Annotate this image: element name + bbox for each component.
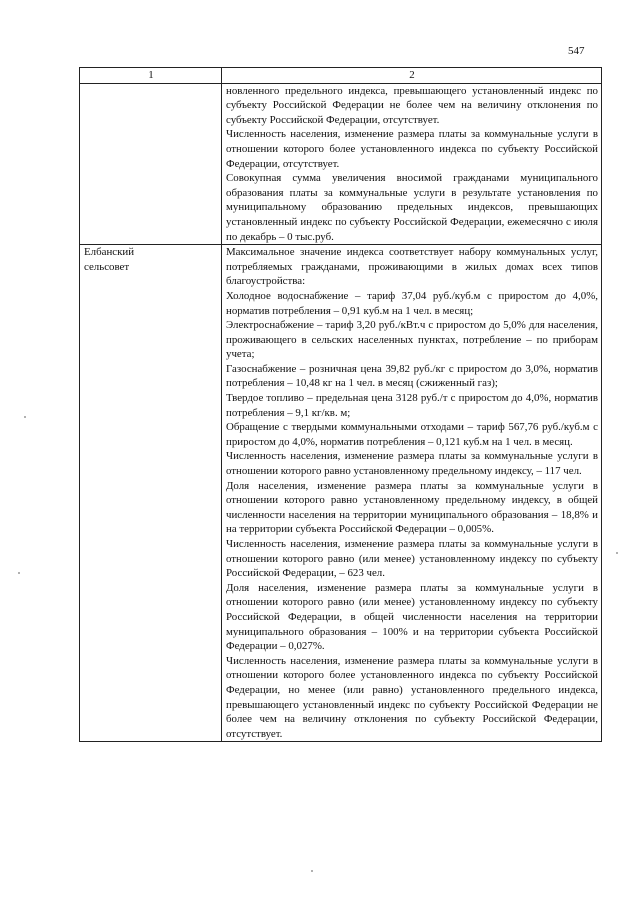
paragraph: Доля населения, изменение размера платы за коммунальные услуги в отношении которого равно установленному предельному индексу, в общей численности населения на территории муниципального образования – 18,8% и на территории субъекта Российской Федерации – 0,005%. xyxy=(226,479,598,536)
municipality-cell xyxy=(80,83,222,245)
municipality-cell xyxy=(80,245,222,742)
paragraph: Твердое топливо – предельная цена 3128 руб./т с приростом до 4,0%, норматив потребления – 9,1 кг/кв. м; xyxy=(226,392,598,419)
table-row xyxy=(80,83,602,245)
municipality-name-line: Елбанский xyxy=(84,246,135,259)
paragraph: Максимальное значение индекса соответствует набору коммунальных услуг, потребляемых гражданами, проживающими в жилых домах всех типов благоустройства: xyxy=(226,246,598,288)
column-header-1: 1 xyxy=(80,68,222,84)
table-row xyxy=(80,245,602,742)
scan-speck xyxy=(311,870,313,872)
indices-table xyxy=(79,67,602,742)
paragraph: Доля населения, изменение размера платы за коммунальные услуги в отношении которого равно (или менее) установленному индексу по субъекту Российской Федерации, в общей численности населения на территории муниципального образования – 100% и на территории субъекта Российской Федерации – 0,027%. xyxy=(226,581,598,653)
paragraph: Газоснабжение – розничная цена 39,82 руб./кг с приростом до 3,0%, норматив потребления – 10,48 кг на 1 чел. в месяц (сжиженный газ); xyxy=(226,362,598,390)
paragraph: Обращение с твердыми коммунальными отходами – тариф 567,76 руб./куб.м с приростом до 4,0%, норматив потребления – 0,121 куб.м на 1 чел. в месяц. xyxy=(226,421,598,448)
paragraph: Численность населения, изменение размера платы за коммунальные услуги в отношении которого более установленного индекса по субъекту Российской Федерации, отсутствует. xyxy=(226,128,598,170)
paragraph: Электроснабжение – тариф 3,20 руб./кВт.ч с приростом до 5,0% для населения, проживающего в сельских населенных пунктах, потребление – по приборам учета; xyxy=(226,319,598,361)
table-header-row xyxy=(80,68,602,84)
paragraph: новленного предельного индекса, превышающего установленный индекс по субъекту Российской Федерации не более чем на величину отклонения по субъекту Российской Федерации, отсутствует. xyxy=(226,84,598,126)
paragraph: Холодное водоснабжение – тариф 37,04 руб./куб.м с приростом до 4,0%, норматив потребления – 0,91 куб.м на 1 чел. в месяц; xyxy=(226,289,598,317)
municipality-name-line: сельсовет xyxy=(84,260,130,273)
description-cell xyxy=(222,245,602,742)
scan-speck xyxy=(24,416,26,418)
paragraph: Совокупная сумма увеличения вносимой гражданами муниципального образования платы за коммунальные услуги в результате установления по муниципальному образованию предельных индексов, превышающих установленный индекс по субъекту Российской Федерации, ежемесячно с июля по декабрь – 0 тыс.руб. xyxy=(226,172,598,243)
description-cell xyxy=(222,83,602,245)
paragraph: Численность населения, изменение размера платы за коммунальные услуги в отношении которого более установленного индекса по субъекту Российской Федерации, но менее (или равно) установленного предельного индекса, превышающего установленный индекс по субъекту Российской Федерации не более чем на величину отклонения по субъекту Российской Федерации, отсутствует. xyxy=(226,654,598,740)
scan-speck xyxy=(616,552,618,554)
paragraph: Численность населения, изменение размера платы за коммунальные услуги в отношении которого равно установленному предельному индексу, – 117 чел. xyxy=(226,450,598,478)
column-header-2: 2 xyxy=(222,68,602,84)
scan-speck xyxy=(18,572,20,574)
page-number: 547 xyxy=(568,45,585,57)
paragraph: Численность населения, изменение размера платы за коммунальные услуги в отношении которого равно (или менее) установленному индексу по субъекту Российской Федерации, – 623 чел. xyxy=(226,538,598,580)
